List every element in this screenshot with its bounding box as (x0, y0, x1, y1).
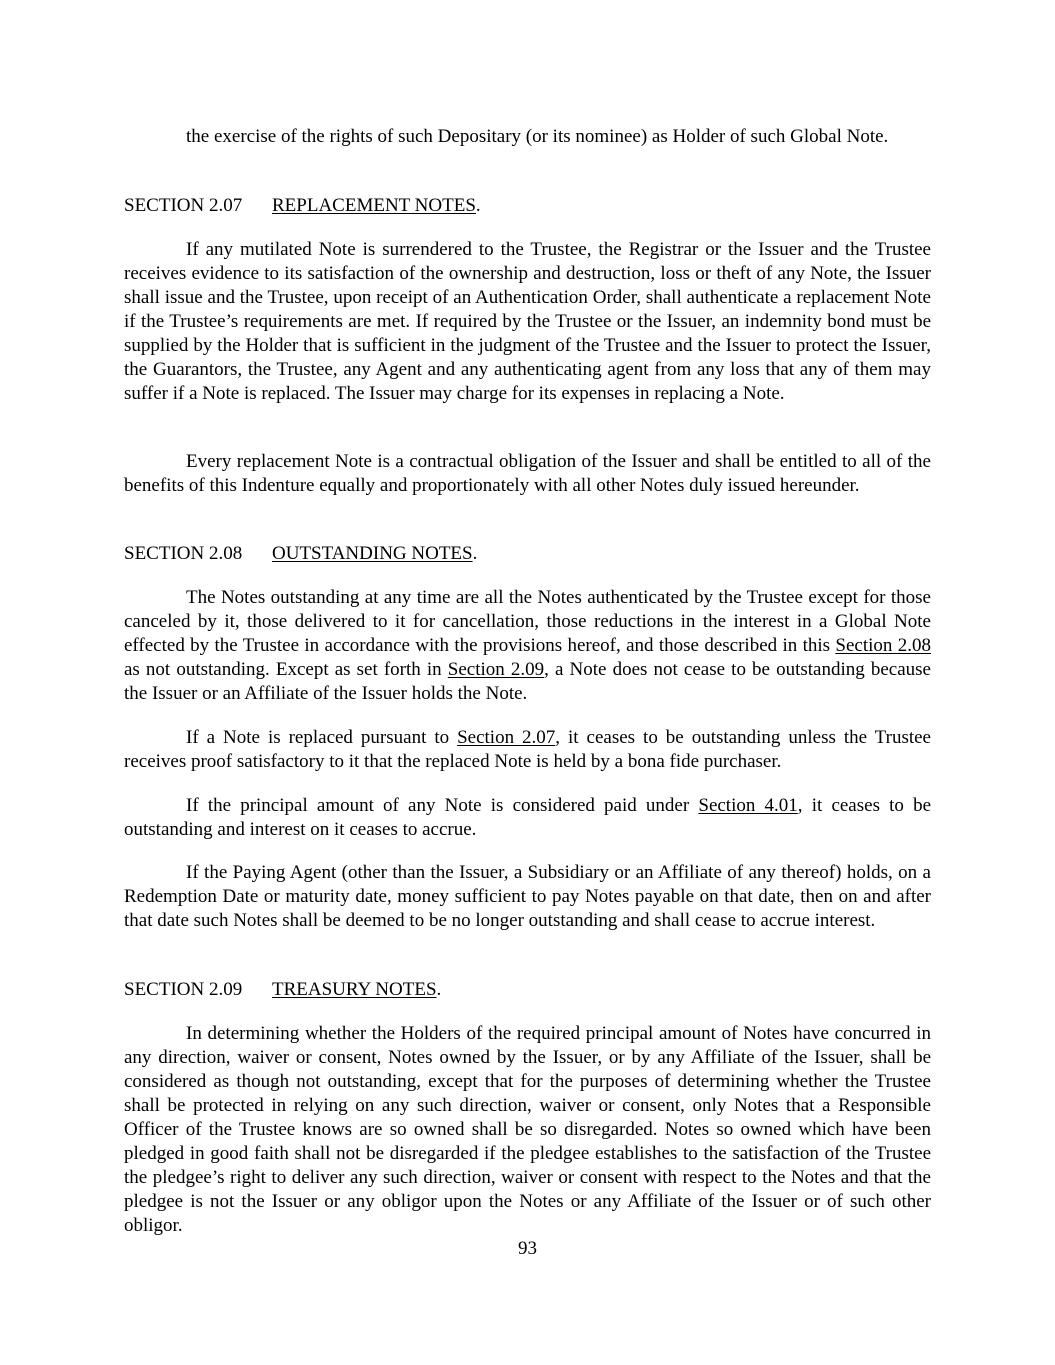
cross-reference-link: Section 2.08 (835, 635, 931, 656)
section-number: SECTION 2.08 (124, 543, 243, 564)
page-number: 93 (518, 1238, 537, 1259)
section-2-08-paragraph-3: If the principal amount of any Note is considered paid under Section 4.01, it ceases to be outstanding and interest on it ceases to accrue. (124, 795, 932, 840)
section-title: REPLACEMENT NOTES (272, 195, 476, 216)
section-number: SECTION 2.07 (124, 195, 243, 216)
cross-reference-link: Section 2.07 (457, 727, 556, 748)
section-title: OUTSTANDING NOTES (272, 543, 473, 564)
section-2-07-heading: SECTION 2.07 REPLACEMENT NOTES. (124, 195, 481, 216)
section-2-07-paragraph-2: Every replacement Note is a contractual obligation of the Issuer and shall be entitled to all of the benefits of this Indenture equally and proportionately with all other Notes duly issued hereunder. (124, 451, 931, 496)
carryover-paragraph: the exercise of the rights of such Depositary (or its nominee) as Holder of such Global Note. (186, 126, 889, 147)
section-2-08-heading: SECTION 2.08 OUTSTANDING NOTES. (124, 543, 478, 564)
section-2-09-heading: SECTION 2.09 TREASURY NOTES. (124, 979, 442, 1000)
section-number: SECTION 2.09 (124, 979, 243, 1000)
section-2-08-paragraph-4: If the Paying Agent (other than the Issuer, a Subsidiary or an Affiliate of any thereof) holds, on a Redemption Date or maturity date, money sufficient to pay Notes payable on that date, then on and after that date such Notes shall be deemed to be no longer outstanding and shall cease to accrue interest. (124, 862, 931, 931)
cross-reference-link: Section 4.01 (698, 795, 798, 816)
section-2-09-paragraph-1: In determining whether the Holders of the required principal amount of Notes have concurred in any direction, waiver or consent, Notes owned by the Issuer, or by any Affiliate of the Issuer, shall be considered as though not outstanding, except that for the purposes of determining whether the Trustee shall be protected in relying on any such direction, waiver or consent, only Notes that a Responsible Officer of the Trustee knows are so owned shall be so disregarded. Notes so owned which have been pledged in good faith shall not be disregarded if the pledgee establishes to the satisfaction of the Trustee the pledgee’s right to deliver any such direction, waiver or consent with respect to the Notes and that the pledgee is not the Issuer or any obligor upon the Notes or any Affiliate of the Issuer or of such other obligor. (124, 1023, 931, 1236)
section-2-08-paragraph-2: If a Note is replaced pursuant to Section 2.07, it ceases to be outstanding unless the Trustee receives proof satisfactory to it that the replaced Note is held by a bona fide purchaser. (124, 727, 931, 772)
section-2-08-paragraph-1: The Notes outstanding at any time are all the Notes authenticated by the Trustee except for those canceled by it, those delivered to it for cancellation, those reductions in the interest in a Global Note effected by the Trustee in accordance with the provisions hereof, and those described in this Section 2.08 as not outstanding. Except as set forth in Section 2.09, a Note does not cease to be outstanding because the Issuer or an Affiliate of the Issuer holds the Note. (124, 587, 931, 704)
cross-reference-link: Section 2.09 (447, 659, 545, 680)
section-2-07-paragraph-1: If any mutilated Note is surrendered to the Trustee, the Registrar or the Issuer and the Trustee receives evidence to its satisfaction of the ownership and destruction, loss or theft of any Note, the Issuer shall issue and the Trustee, upon receipt of an Authentication Order, shall authenticate a replacement Note if the Trustee’s requirements are met. If required by the Trustee or the Issuer, an indemnity bond must be supplied by the Holder that is sufficient in the judgment of the Trustee and the Issuer to protect the Issuer, the Guarantors, the Trustee, any Agent and any authenticating agent from any loss that any of them may suffer if a Note is replaced. The Issuer may charge for its expenses in replacing a Note. (124, 239, 931, 404)
section-title: TREASURY NOTES (272, 979, 437, 1000)
